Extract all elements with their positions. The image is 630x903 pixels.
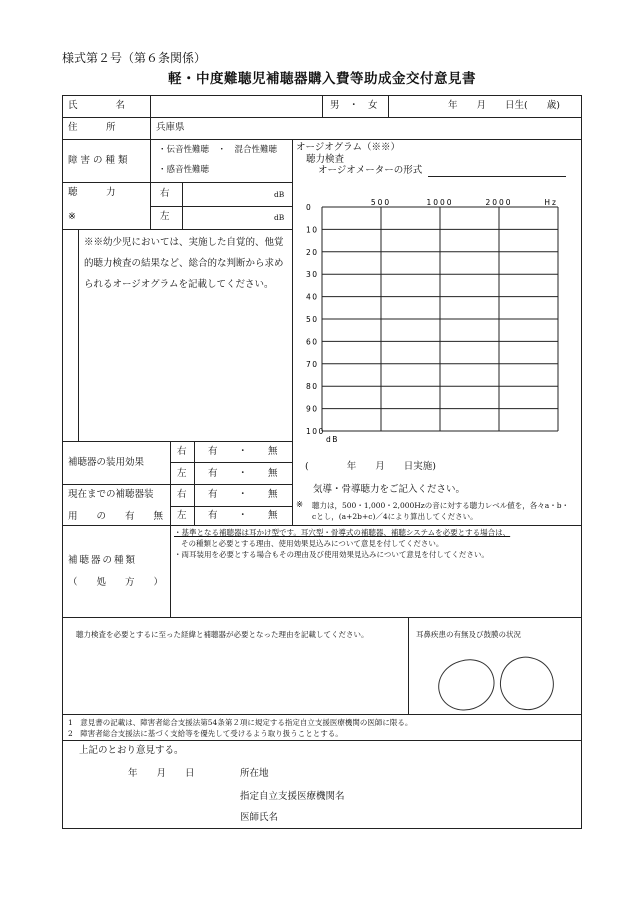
aid-divider: [170, 506, 292, 507]
level-note-line2: cとし，(a+2b+c)／4により算出してください。: [312, 512, 478, 521]
aid-effect-left-dot: ・: [238, 468, 248, 479]
disability-option-conductive-mixed[interactable]: ・伝音性難聴 ・ 混合性難聴: [158, 145, 278, 155]
aid-current-left-label: 左: [177, 510, 187, 521]
footnote-1: 1 意見書の記載は、障害者総合支援法第54条第２項に規定する指定自立支援医療機関の医師に限る。: [68, 718, 413, 727]
col-divider: [170, 441, 171, 617]
aid-type-guideline-3: ・両耳装用を必要とする場合もその理由及び使用効果見込みについて意見を付してください。: [174, 550, 489, 559]
signature-date[interactable]: 年 月 日: [128, 768, 195, 779]
audiogram-x-tick-label: 500: [370, 198, 392, 207]
aid-current-right-yes[interactable]: 有: [208, 489, 218, 500]
audiogram-x-ticks: [371, 198, 558, 207]
ear-status-label: 耳鼻疾患の有無及び鼓膜の状況: [416, 630, 521, 639]
institution-address-label: 所在地: [240, 768, 269, 779]
aid-effect-left-yes[interactable]: 有: [208, 468, 218, 479]
reason-field[interactable]: [70, 645, 404, 709]
aid-effect-left-no[interactable]: 無: [268, 468, 278, 479]
aid-current-left-dot: ・: [238, 510, 248, 521]
audiogram-x-tick-label: 2000: [485, 198, 513, 207]
aid-current-right-label: 右: [177, 489, 187, 500]
row-divider: [62, 441, 292, 442]
aid-current-right-no[interactable]: 無: [268, 489, 278, 500]
aid-effect-right-no[interactable]: 無: [268, 446, 278, 457]
name-label: 氏 名: [68, 100, 126, 111]
audiogram-title: オージオグラム（※※）: [296, 142, 401, 153]
row-divider: [62, 525, 582, 526]
audiogram-y-tick-label: 50: [306, 315, 319, 324]
col-divider: [150, 95, 151, 139]
aid-effect-label: 補聴器の装用効果: [68, 457, 145, 468]
row-divider: [62, 714, 582, 715]
col-divider: [322, 95, 323, 117]
row-divider: [62, 617, 582, 618]
aid-type-label-1: 補聴器の種類: [68, 555, 138, 566]
col-divider: [182, 182, 183, 229]
aid-type-label-2: （ 処 方 ）: [68, 577, 164, 588]
doctor-name-label: 医師氏名: [240, 812, 279, 823]
aid-type-guideline-1: ・基準となる補聴器は耳かけ型です。耳穴型・骨導式の補聴器、補聴システムを必要とする場合は、: [174, 528, 511, 537]
aid-effect-right-yes[interactable]: 有: [208, 446, 218, 457]
disability-option-sensorineural[interactable]: ・感音性難聴: [158, 165, 210, 175]
audiogram-date[interactable]: ( 年 月 日実施): [305, 461, 436, 472]
name-field[interactable]: [152, 97, 320, 115]
aid-current-label-2: 用 の 有 無: [68, 511, 164, 522]
audiogram-y-tick-label: 80: [306, 382, 319, 392]
audiogram-y-tick-label: 90: [306, 404, 319, 414]
col-divider: [150, 139, 151, 229]
disability-label: 障害の種類: [68, 155, 131, 166]
infant-note: ※※幼少児においては、実施した自覚的、他覚的聴力検査の結果など、総合的な判断から求められるオージオグラムを記載してください。: [84, 237, 284, 290]
institution-name-label: 指定自立支援医療機関名: [240, 791, 345, 802]
aid-current-label-1: 現在までの補聴器装: [68, 489, 154, 500]
hearing-right-unit: dB: [274, 190, 285, 199]
audiogram-chart[interactable]: [292, 194, 582, 449]
audiogram-y-unit: dB: [326, 435, 339, 444]
form-title: 軽・中度難聴児補聴器購入費等助成金交付意見書: [168, 71, 476, 87]
audiogram-y-tick-label: 10: [306, 225, 319, 235]
aid-effect-left-label: 左: [177, 468, 187, 479]
level-note-line1: 聴力は，500・1,000・2,000Hzの音に対する聴力レベル値を，各々a・b・: [312, 501, 570, 510]
col-divider: [194, 441, 195, 525]
audiogram-y-tick-label: 20: [306, 247, 319, 257]
date-of-birth[interactable]: 年 月 日生( 歳): [448, 100, 560, 111]
aid-effect-right-label: 右: [177, 446, 187, 457]
row-divider: [62, 740, 582, 741]
hearing-left-label: 左: [160, 211, 170, 222]
form-number: 様式第２号（第６条関係）: [62, 51, 207, 65]
audiogram-y-tick-label: 70: [306, 359, 319, 369]
audiometer-type-label: オージオメーターの形式: [318, 165, 423, 176]
hearing-right-label: 右: [160, 188, 170, 199]
aid-current-left-no[interactable]: 無: [268, 510, 278, 521]
statement-text: 上記のとおり意見する。: [79, 745, 184, 756]
gender-options[interactable]: 男 ・ 女: [330, 100, 378, 111]
audiogram-y-tick-label: 0: [306, 203, 313, 212]
audiogram-y-tick-label: 40: [306, 292, 319, 302]
aid-effect-right-dot: ・: [238, 446, 248, 457]
address-value[interactable]: 兵庫県: [156, 122, 185, 133]
audiogram-x-tick-label: Hz: [544, 198, 558, 207]
audiogram-y-tick-label: 30: [306, 270, 319, 280]
reason-label: 聴力検査を必要とするに至った経緯と補聴器が必要となった理由を記載してください。: [76, 630, 369, 639]
audiogram-y-tick-label: 60: [306, 337, 319, 347]
col-divider: [408, 617, 409, 714]
conduction-note: 気導・骨導聴力をご記入ください。: [313, 484, 466, 495]
audiogram-grid: [322, 207, 558, 431]
audiogram-subtitle: 聴力検査: [306, 154, 345, 165]
aid-current-left-yes[interactable]: 有: [208, 510, 218, 521]
row-divider: [62, 139, 582, 140]
aid-current-right-dot: ・: [238, 489, 248, 500]
hearing-mark: ※: [68, 211, 76, 222]
row-divider: [62, 117, 582, 118]
audiometer-type-field[interactable]: [428, 176, 566, 177]
hearing-divider: [150, 206, 292, 207]
row-divider: [62, 182, 292, 183]
aid-type-guideline-2: その種類と必要とする理由、使用効果見込みについて意見を付してください。: [181, 539, 444, 548]
hearing-left-unit: dB: [274, 213, 285, 222]
address-label: 住 所: [68, 122, 116, 133]
hearing-label: 聴 力: [68, 187, 116, 198]
level-note-mark: ※: [296, 500, 304, 510]
row-divider: [62, 484, 292, 485]
col-divider: [388, 95, 389, 117]
aid-divider: [170, 462, 292, 463]
footnote-2: 2 障害者総合支援法に基づく支給等を優先して受けるよう取り扱うこととする。: [68, 729, 343, 738]
audiogram-x-tick-label: 1000: [426, 198, 454, 207]
audiogram-y-tick-label: 100: [306, 427, 325, 436]
